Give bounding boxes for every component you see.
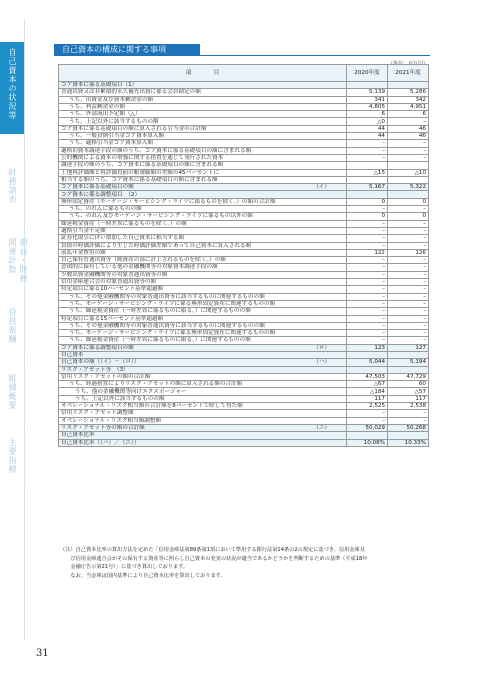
table-row	[59, 154, 429, 161]
table-row	[59, 432, 429, 439]
table-row	[59, 410, 429, 417]
fy2021-value: 117	[388, 395, 429, 402]
fy2021-value: –	[388, 315, 429, 322]
fy2020-value: –	[347, 300, 388, 307]
table-row	[59, 344, 429, 351]
row-label-text: コア資本に係る基礎項目の額	[61, 184, 134, 191]
row-label-text: 適格旧資本調達手段の額のうち、コア資本に係る基礎項目の額に含まれる額	[61, 147, 252, 154]
table-row	[59, 293, 429, 300]
row-label	[59, 330, 347, 337]
fy2020-value	[347, 176, 388, 183]
table-row	[59, 103, 429, 110]
table-row	[59, 337, 429, 344]
table-row	[59, 118, 429, 125]
row-label-text: 前払年金費用の額	[61, 249, 106, 256]
row-label-text: うち、一般貸倒引当金コア資本算入額	[69, 133, 165, 140]
fy2020-value: 122	[347, 249, 388, 256]
row-label	[59, 242, 347, 249]
row-label-text: うち、繰延税金資産（一時差異に係るものに限る。）に関連するものの額	[69, 337, 251, 344]
fy2020-value: –	[347, 206, 388, 213]
table-row	[59, 125, 429, 132]
row-label-text: リスク・アセット等 （3）	[61, 366, 129, 373]
fy2021-value: –	[388, 235, 429, 242]
tab-label: 損益・財務関連計数	[8, 238, 28, 283]
row-label-text: うち、出資金及び資本剰余金の額	[69, 96, 153, 103]
row-label	[59, 381, 347, 388]
fy2020-value: 5,139	[347, 89, 388, 96]
fy2021-value	[388, 82, 429, 89]
fy2020-value: –	[347, 286, 388, 293]
fy2021-value: 6	[388, 111, 429, 118]
table-row	[59, 424, 429, 431]
row-label	[59, 279, 347, 286]
row-label-text: 繰延税金資産（一時差異に係るものを除く。）の額	[61, 220, 187, 227]
row-label	[59, 103, 347, 110]
fy2020-value	[347, 162, 388, 169]
row-label	[59, 315, 347, 322]
table-row	[59, 191, 429, 198]
fy2020-value: 2,525	[347, 403, 388, 410]
fy2021-value: –	[388, 242, 429, 249]
fy2020-value	[347, 351, 388, 358]
fy2021-value: –	[388, 154, 429, 161]
table-row	[59, 206, 429, 213]
table-row	[59, 388, 429, 395]
row-label-text: 負債の時価評価により生じた時価評価差額であって自己資本に算入される額	[61, 242, 252, 249]
fy2021-value: 5,194	[388, 359, 429, 366]
fy2020-value: –	[347, 322, 388, 329]
fy2021-value: –	[388, 417, 429, 424]
fy2021-value	[388, 432, 429, 439]
row-label	[59, 176, 347, 183]
fy2020-value: 44	[347, 125, 388, 132]
row-label-text: 自己資本比率	[61, 432, 95, 439]
row-label	[59, 206, 347, 213]
footnote-line: （注）自己資本比率の算出方法を定めた「信用金庫法第89条第1項において準用する銀行法第14条の2の規定に基づき、信用金庫及	[60, 547, 365, 553]
row-label	[59, 271, 347, 278]
table-row	[59, 176, 429, 183]
fy2020-value: 341	[347, 96, 388, 103]
row-label-text: コア資本に係る調整項目の額	[61, 344, 134, 351]
fy2021-value: –	[388, 271, 429, 278]
tab-label: 主要指標	[8, 438, 17, 474]
row-label-text: うち、モーゲージ・サービシング・ライツに係る無形固定資産に関連するものの額	[69, 300, 276, 307]
table-row	[59, 271, 429, 278]
row-label	[59, 344, 347, 351]
tab-income-indicators[interactable]	[0, 232, 28, 290]
row-label-text: うち、その他金融機関等の対象普通出資等に該当するものに関連するものの額	[69, 322, 265, 329]
fy2021-value	[388, 191, 429, 198]
row-label	[59, 373, 347, 380]
fy2020-value: 44	[347, 133, 388, 140]
row-label	[59, 96, 347, 103]
row-label-text: 信用リスク・アセット調整額	[61, 410, 134, 417]
row-label-text: うち、モーゲージ・サービシング・ライツに係る無形固定資産に関連するものの額	[69, 330, 276, 337]
row-label-text: 自己保有普通出資等（純資産の部に計上されるものを除く。）の額	[61, 257, 226, 264]
table-row	[59, 89, 429, 96]
tab-key-indicators[interactable]	[0, 432, 25, 484]
fy2020-value: –	[347, 315, 388, 322]
row-label	[59, 410, 347, 417]
row-label-text: 公的機関による資本の増強に関する措置を通じて発行された資本	[61, 155, 224, 162]
row-label-text: うち、のれんに係るものの額	[69, 206, 142, 213]
fy2020-value: 10.08%	[347, 439, 388, 446]
fy2021-value: –	[388, 257, 429, 264]
row-label	[59, 432, 347, 439]
row-label	[59, 286, 347, 293]
row-label	[59, 403, 347, 410]
table-row	[59, 147, 429, 154]
fy2020-value: △184	[347, 388, 388, 395]
fy2021-value: –	[388, 147, 429, 154]
tab-capital-status[interactable]	[0, 42, 24, 134]
fy2020-value: –	[347, 271, 388, 278]
table-row	[59, 308, 429, 315]
fy2020-value: 0	[347, 198, 388, 205]
fy2020-value: △0	[347, 118, 388, 125]
tab-organization[interactable]	[0, 368, 25, 418]
row-label-text: うち、経過措置によりリスク・アセットの額に算入される額の合計額	[69, 381, 243, 388]
row-label-text: うち、外部流出予定額（△）	[69, 111, 141, 118]
fy2021-value: 0	[388, 213, 429, 220]
row-label-text: うち、利益剰余金の額	[69, 103, 125, 110]
row-label-text: うち、上記以外に該当するものの額	[69, 118, 159, 125]
table-row	[59, 96, 429, 103]
fy2021-value: –	[388, 330, 429, 337]
footnote-line: び信用金庫連合会がその保有する資産等に照らし自己資本の充実の状況が適当であるかどうかを判断するための基準（平成18年	[60, 555, 368, 562]
fy2021-value: –	[388, 264, 429, 271]
row-label-text: 意図的に保有している他の金融機関等の対象資本調達手段の額	[61, 264, 218, 271]
fy2020-value: –	[347, 279, 388, 286]
row-label-text: うち、適格引当金コア資本算入額	[69, 140, 153, 147]
fy2020-header: 2020年度	[347, 65, 388, 82]
row-label	[59, 264, 347, 271]
table-row	[59, 184, 429, 191]
side-tab-strip	[0, 0, 26, 679]
row-label	[59, 213, 347, 220]
row-label-text: オペレーショナル・リスク相当額の合計額を8パーセントで除して得た額	[61, 403, 243, 410]
row-label-text: 少数出資金融機関等の対象普通出資等の額	[61, 271, 168, 278]
table-row	[59, 213, 429, 220]
tab-label: 組織概要	[8, 374, 17, 410]
fy2021-value: 50,268	[388, 424, 429, 431]
row-label	[59, 82, 347, 89]
fy2020-value: 5,044	[347, 359, 388, 366]
fy2021-value: 47,729	[388, 373, 429, 380]
row-label	[59, 308, 347, 315]
row-label	[59, 125, 347, 132]
fy2020-value: –	[347, 330, 388, 337]
fy2021-header: 2021年度	[388, 65, 429, 82]
row-label	[59, 300, 347, 307]
row-label	[59, 322, 347, 329]
fy2020-value: –	[347, 242, 388, 249]
fy2021-value	[388, 366, 429, 373]
table-row	[59, 249, 429, 256]
fy2021-value: 5,322	[388, 184, 429, 191]
row-label	[59, 89, 347, 96]
row-label-text: 特定項目に係る10パーセント基準超過額	[61, 286, 164, 293]
table-row	[59, 162, 429, 169]
row-label-text: リスク・アセット等の額の合計額	[61, 425, 145, 431]
row-label-text: 信用金庫連合会の対象普通出資等の額	[61, 279, 157, 286]
fy2021-value	[388, 162, 429, 169]
fy2020-value: △15	[347, 169, 388, 176]
row-label	[59, 118, 347, 125]
fy2020-value: –	[347, 220, 388, 227]
fy2020-value	[347, 82, 388, 89]
tab-label: 財務諸表	[8, 168, 17, 204]
tab-label: 自己資本の状況等	[8, 48, 17, 120]
row-label-text: オペレーショナル・リスク相当額調整額	[61, 417, 162, 424]
section-header	[54, 44, 430, 56]
fy2020-value: –	[347, 154, 388, 161]
row-label	[59, 169, 347, 176]
row-label	[59, 154, 347, 161]
row-label	[59, 337, 347, 344]
row-tag: （ロ）	[313, 344, 330, 351]
fy2020-value: –	[347, 227, 388, 234]
row-label	[59, 366, 347, 373]
fy2020-value	[347, 432, 388, 439]
tab-financial-statements[interactable]	[0, 162, 25, 222]
row-label-text: 信用リスク・アセットの額の合計額	[61, 373, 151, 380]
fy2020-value: 117	[347, 395, 388, 402]
fy2021-value: 46	[388, 125, 429, 132]
fy2020-value: 6	[347, 111, 388, 118]
fy2021-value: –	[388, 337, 429, 344]
row-label-text: うち、繰延税金資産（一時差異に係るものに限る。）に関連するものの額	[69, 308, 251, 315]
fy2020-value: 4,805	[347, 103, 388, 110]
row-label-text: 自己資本比率（（ハ）／（ニ））	[61, 439, 140, 446]
table-row	[59, 264, 429, 271]
capital-composition-table	[58, 64, 429, 447]
fy2021-value: –	[388, 279, 429, 286]
table-row	[59, 395, 429, 402]
table-row	[59, 111, 429, 118]
row-label-text: コア資本に係る基礎項目の額に算入される引当金の合計額	[61, 125, 207, 132]
table-row	[59, 381, 429, 388]
row-label	[59, 184, 347, 191]
table-row	[59, 300, 429, 307]
row-label-text: 無形固定資産（モーゲージ・サービシング・ライツに係るものを除く。）の額の合計額	[61, 198, 276, 205]
row-label-text: 土地再評価額と再評価直前の帳簿価額の差額の45パーセントに	[61, 169, 220, 176]
fy2021-value: –	[388, 322, 429, 329]
fy2021-value	[388, 176, 429, 183]
table-row	[59, 279, 429, 286]
fy2021-value: 46	[388, 133, 429, 140]
fy2020-value: –	[347, 308, 388, 315]
fy2021-value: 4,951	[388, 103, 429, 110]
row-label	[59, 424, 347, 431]
row-label	[59, 395, 347, 402]
fy2020-value	[347, 366, 388, 373]
fy2021-value: –	[388, 286, 429, 293]
fy2021-value: 342	[388, 96, 429, 103]
fy2020-value: 5,167	[347, 184, 388, 191]
fy2020-value: –	[347, 417, 388, 424]
table-row	[59, 322, 429, 329]
fy2021-value: △10	[388, 169, 429, 176]
fy2021-value: –	[388, 220, 429, 227]
table-row	[59, 227, 429, 234]
fy2020-value	[347, 191, 388, 198]
table-header-row	[59, 65, 429, 82]
row-label	[59, 133, 347, 140]
row-label	[59, 439, 347, 446]
row-label	[59, 235, 347, 242]
table-row	[59, 82, 429, 89]
table-row	[59, 140, 429, 147]
fy2021-value: 60	[388, 381, 429, 388]
row-label-text: 特定項目に係る15パーセント基準超過額	[61, 315, 164, 322]
table-row	[59, 366, 429, 373]
row-label-text: 適格引当金不足額	[61, 227, 106, 234]
fy2020-value: 0	[347, 213, 388, 220]
table-row	[59, 417, 429, 424]
fy2021-value: –	[388, 410, 429, 417]
row-tag: （イ）	[313, 184, 330, 191]
row-label-text: コア資本に係る調整項目 （2）	[61, 191, 141, 198]
row-label-text: 証券化取引に伴い増加した自己資本に相当する額	[61, 235, 185, 242]
row-label-text: うち、上記以外に該当するものの額	[75, 395, 165, 402]
fy2021-value: △57	[388, 388, 429, 395]
fy2021-value: 2,538	[388, 403, 429, 410]
fy2021-value: 0	[388, 198, 429, 205]
fy2021-value: –	[388, 140, 429, 147]
fy2020-value: –	[347, 147, 388, 154]
fy2021-value	[388, 351, 429, 358]
row-label-text: うち、のれん及びモーゲージ・サービシング・ライツに係るもの以外の額	[69, 213, 253, 220]
table-row	[59, 257, 429, 264]
footnote-line: 金融庁告示第21号）」に基づき算出しております。	[60, 564, 189, 570]
row-label-text: うち、その他金融機関等の対象普通出資等に該当するものに関連するものの額	[69, 293, 265, 300]
fy2020-value: –	[347, 264, 388, 271]
tab-officer-compensation[interactable]	[0, 302, 25, 350]
fy2021-value: –	[388, 227, 429, 234]
row-label	[59, 351, 347, 358]
fy2020-value: 123	[347, 344, 388, 351]
row-tag: （ニ）	[313, 425, 330, 431]
row-label	[59, 359, 347, 366]
row-label	[59, 249, 347, 256]
table-row	[59, 242, 429, 249]
row-label	[59, 227, 347, 234]
table-row	[59, 330, 429, 337]
row-label	[59, 191, 347, 198]
fy2021-value: 126	[388, 249, 429, 256]
fy2021-value: 5,286	[388, 89, 429, 96]
table-row	[59, 359, 429, 366]
footnotes	[60, 546, 430, 580]
row-tag: （ハ）	[313, 359, 330, 366]
fy2021-value: –	[388, 308, 429, 315]
fy2020-value: △67	[347, 381, 388, 388]
page-number: 31	[36, 648, 49, 659]
row-label-text: 普通出資又は非累積的永久優先出資に係る会員勘定の額	[61, 89, 201, 96]
table-row	[59, 315, 429, 322]
table-row	[59, 169, 429, 176]
table-row	[59, 235, 429, 242]
fy2020-value: –	[347, 293, 388, 300]
row-label-text: 自己資本の額（（イ）－（ロ））	[61, 359, 140, 366]
table-row	[59, 220, 429, 227]
row-label-text: コア資本に係る基礎項目（1）	[61, 82, 138, 89]
fy2021-value: –	[388, 300, 429, 307]
row-label-text: 相当する額のうち、コア資本に係る基礎項目の額に含まれる額	[61, 176, 218, 183]
row-label	[59, 147, 347, 154]
fy2020-value: 47,503	[347, 373, 388, 380]
row-label	[59, 140, 347, 147]
row-label	[59, 220, 347, 227]
fy2020-value: –	[347, 257, 388, 264]
row-label	[59, 293, 347, 300]
table-row	[59, 351, 429, 358]
row-label	[59, 257, 347, 264]
row-label-text: うち、他の金融機関等向けエクスポージャー	[75, 388, 187, 395]
table-row	[59, 373, 429, 380]
table-row	[59, 286, 429, 293]
table-row	[59, 439, 429, 446]
fy2020-value: –	[347, 140, 388, 147]
row-label	[59, 111, 347, 118]
fy2020-value: –	[347, 410, 388, 417]
fy2021-value: –	[388, 118, 429, 125]
fy2021-value: –	[388, 293, 429, 300]
item-header: 項 目	[59, 65, 347, 82]
row-label-text: 自己資本	[61, 352, 84, 359]
row-label	[59, 198, 347, 205]
row-label-text: 調達手段の額のうち、コア資本に係る基礎項目の額に含まれる額	[61, 162, 224, 169]
tab-label: 役員報酬	[8, 308, 17, 344]
footnote-line: なお、当金庫は国内基準により自己資本比率を算出しております。	[60, 572, 226, 579]
table-row	[59, 133, 429, 140]
fy2020-value: –	[347, 337, 388, 344]
row-label	[59, 162, 347, 169]
fy2021-value: 127	[388, 344, 429, 351]
table-row	[59, 403, 429, 410]
section-title: 自己資本の構成に関する事項	[54, 44, 200, 56]
fy2021-value: –	[388, 206, 429, 213]
fy2020-value: 50,029	[347, 424, 388, 431]
row-label	[59, 417, 347, 424]
section-underline	[54, 55, 430, 56]
table-row	[59, 198, 429, 205]
fy2021-value: 10.33%	[388, 439, 429, 446]
fy2020-value: –	[347, 235, 388, 242]
row-label	[59, 388, 347, 395]
